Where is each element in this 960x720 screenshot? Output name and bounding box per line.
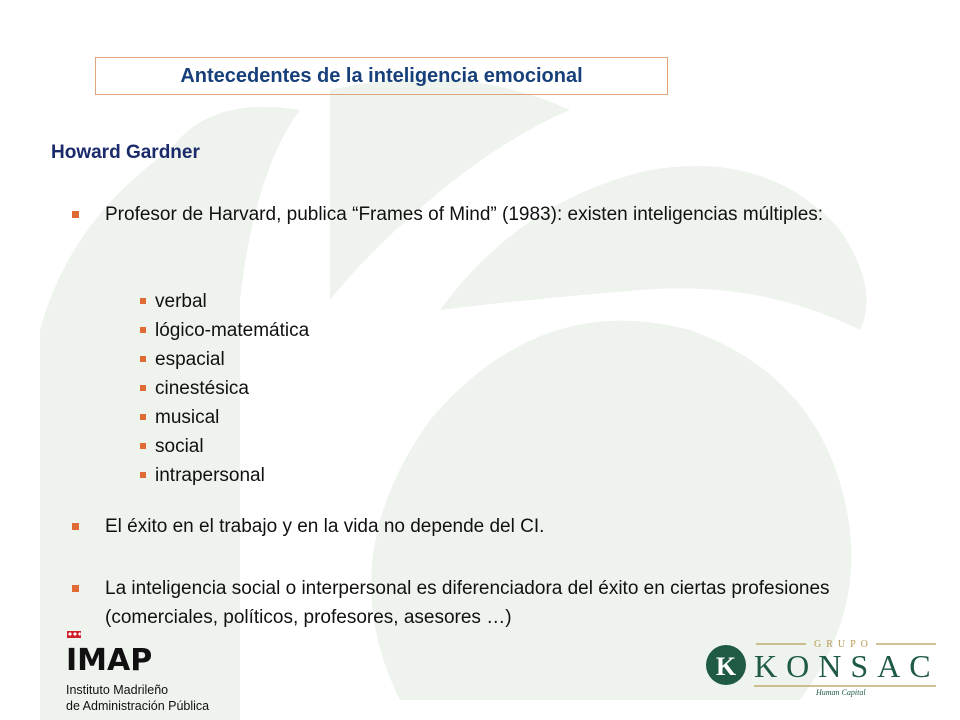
list-item bbox=[155, 316, 309, 345]
list-item-text: cinestésica bbox=[155, 378, 249, 399]
list-item-text: musical bbox=[155, 407, 220, 428]
bullet-marker bbox=[140, 414, 146, 420]
slide-title: Antecedentes de la inteligencia emocional bbox=[95, 57, 668, 95]
bullet-marker bbox=[140, 327, 146, 333]
madrid-emblem-icon bbox=[67, 631, 81, 638]
bullet-marker bbox=[72, 523, 79, 530]
list-item-text: verbal bbox=[155, 291, 207, 312]
list-item bbox=[155, 374, 309, 403]
bullet-marker bbox=[140, 298, 146, 304]
list-item bbox=[155, 461, 309, 490]
bullet-marker bbox=[140, 472, 146, 478]
bullet-text: Profesor de Harvard, publica “Frames of Mind” (1983): existen inteligencias múltiples: bbox=[105, 204, 824, 225]
imap-wordmark: IMAP bbox=[66, 643, 153, 678]
konsac-group-label: GRUPO bbox=[814, 639, 873, 650]
konsac-tagline: Human Capital bbox=[816, 688, 866, 697]
bullet-marker bbox=[140, 356, 146, 362]
list-item-text: intrapersonal bbox=[155, 465, 265, 486]
list-item-text: social bbox=[155, 436, 204, 457]
konsac-wordmark: KONSAC bbox=[754, 648, 940, 684]
list-item-text: espacial bbox=[155, 349, 225, 370]
konsac-emblem-letter: K bbox=[715, 652, 737, 681]
list-item-text: lógico-matemática bbox=[155, 320, 310, 341]
list-item bbox=[155, 432, 309, 461]
section-heading: Howard Gardner bbox=[51, 142, 200, 163]
bullet-item bbox=[105, 574, 905, 632]
list-item bbox=[155, 345, 309, 374]
bullet-text: La inteligencia social o interpersonal es diferenciadora del éxito en ciertas profesiones (comerciales, políticos, profesores, asesores …) bbox=[105, 578, 830, 628]
imap-name-line2: de Administración Pública bbox=[66, 699, 210, 713]
konsac-logo bbox=[704, 635, 940, 699]
list-item bbox=[155, 287, 309, 316]
bullet-item bbox=[105, 200, 905, 229]
bullet-item bbox=[105, 512, 905, 541]
bullet-text: El éxito en el trabajo y en la vida no depende del CI. bbox=[105, 516, 545, 537]
bullet-marker bbox=[72, 211, 79, 218]
bullet-marker bbox=[72, 585, 79, 592]
imap-logo bbox=[66, 631, 216, 715]
bullet-marker bbox=[140, 443, 146, 449]
imap-name-line1: Instituto Madrileño bbox=[66, 683, 169, 697]
bullet-marker bbox=[140, 385, 146, 391]
intelligence-list bbox=[155, 287, 309, 490]
list-item bbox=[155, 403, 309, 432]
